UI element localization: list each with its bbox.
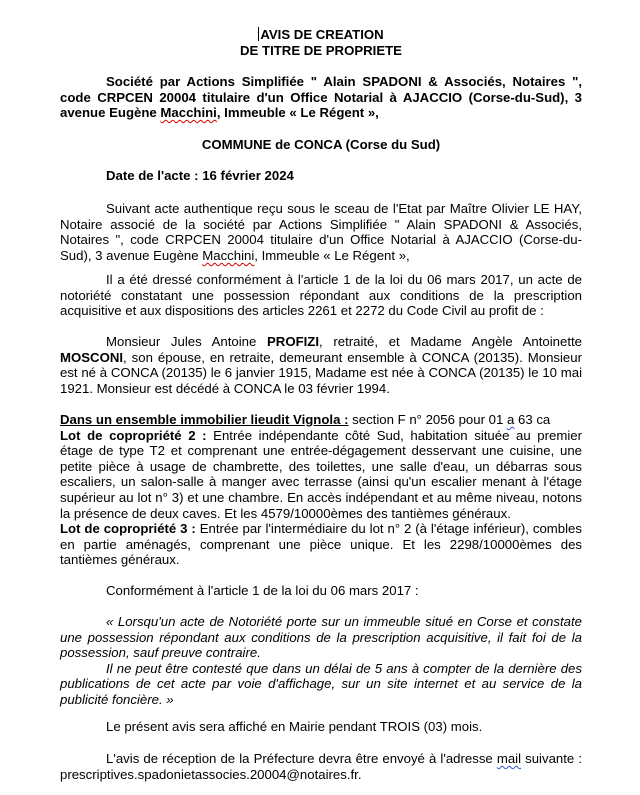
notary-header: Société par Actions Simplifiée " Alain SPADONI & Associés, Notaires ", code CRPCEN 20004 titulaire d'un Office Notarial à AJACCIO (Corse-du-Sud), 3 avenue Eugène Macchini, Immeuble « Le Régent », — [60, 74, 582, 121]
name-profizi: PROFIZI — [267, 334, 320, 349]
quote-paragraph-1: « Lorsqu'un acte de Notoriété porte sur un immeuble situé en Corse et constate une possession répondant aux conditions de la prescription acquisitive, il fait foi de la possession, sauf preuve contraire. — [60, 614, 582, 661]
title-line-2: DE TITRE DE PROPRIETE — [240, 42, 402, 58]
title-line-1: AVIS DE CREATION — [260, 27, 384, 42]
commune-heading: COMMUNE de CONCA (Corse du Sud) — [201, 137, 441, 152]
lot-2-label: Lot de copropriété 2 : — [60, 427, 207, 443]
acte-paragraph: Suivant acte authentique reçu sous le sceau de l'Etat par Maître Olivier LE HAY, Notaire associé de la société par Actions Simplifiée " Alain SPADONI & Associés, Notaires ", code CRPCEN 20004 titulaire d'un Office Notarial à AJACCIO (Corse-du-Sud), 3 avenue Eugène Macchini, Immeuble « Le Régent », — [60, 201, 582, 263]
name-mosconi: MOSCONI — [60, 349, 124, 365]
notoriete-paragraph: Il a été dressé conformément à l'article 1 de la loi du 06 mars 2017, un acte de notoriété constatant une possession répondant aux conditions de la prescription acquisitive et aux dispositions des articles 2261 et 2272 du Code Civil au profit de : — [60, 272, 582, 319]
ensemble-line: Dans un ensemble immobilier lieudit Vignola : section F n° 2056 pour 01 a 63 ca — [60, 412, 551, 427]
document-title — [60, 27, 582, 58]
beneficiaires-paragraph: Monsieur Jules Antoine PROFIZI, retraité, et Madame Angèle Antoinette MOSCONI, son épouse, en retraite, demeurant ensemble à CONCA (20135). Monsieur est né à CONCA (20135) le 6 janvier 1915, Madame est née à CONCA (20135) le 10 mai 1921. Monsieur est décédé à CONCA le 03 février 1994. — [60, 334, 582, 396]
property-description — [60, 412, 582, 568]
grammar-flag-a[interactable]: a — [506, 412, 515, 427]
conformement-line: Conformément à l'article 1 de la loi du 06 mars 2017 : — [106, 583, 419, 598]
affichage-line: Le présent avis sera affiché en Mairie pendant TROIS (03) mois. — [106, 719, 483, 734]
lot-3-label: Lot de copropriété 3 : — [60, 521, 196, 537]
spell-flag-macchini-2[interactable]: Macchini — [202, 247, 255, 263]
date-acte: Date de l'acte : 16 février 2024 — [106, 168, 294, 183]
legal-quote — [60, 614, 582, 708]
reception-paragraph: L'avis de réception de la Préfecture devra être envoyé à l'adresse mail suivante : prescriptives.spadonietassocies.20004@notaires.fr. — [60, 751, 582, 782]
spell-flag-macchini[interactable]: Macchini — [160, 105, 217, 121]
lot-3: Lot de copropriété 3 : Entrée par l'intermédiaire du lot n° 2 (à l'étage inférieur), combles en partie aménagés, comprenant une pièce unique. Et les 2298/10000èmes des tantièmes généraux. — [60, 521, 582, 568]
lot-2: Lot de copropriété 2 : Entrée indépendante côté Sud, habitation située au premier étage de type T2 et comprenant une entrée-dégagement desservant une cuisine, une petite pièce à usage de chambrette, des toilettes, une salle d'eau, un débarras sous escaliers, un salon-salle à manger avec terrasse (ainsi qu'un escalier menant à l'étage supérieur au lot n° 3) et une chambre. En accès indépendant et au même niveau, notons la présence de deux caves. Et les 4579/10000èmes des tantièmes généraux. — [60, 427, 582, 521]
grammar-flag-mail[interactable]: mail — [496, 751, 522, 766]
quote-paragraph-2: Il ne peut être contesté que dans un délai de 5 ans à compter de la dernière des publications de cet acte par voie d'affichage, sur un site internet et au service de la publicité foncière. » — [60, 660, 582, 707]
ensemble-label: Dans un ensemble immobilier lieudit Vignola : — [60, 412, 349, 427]
